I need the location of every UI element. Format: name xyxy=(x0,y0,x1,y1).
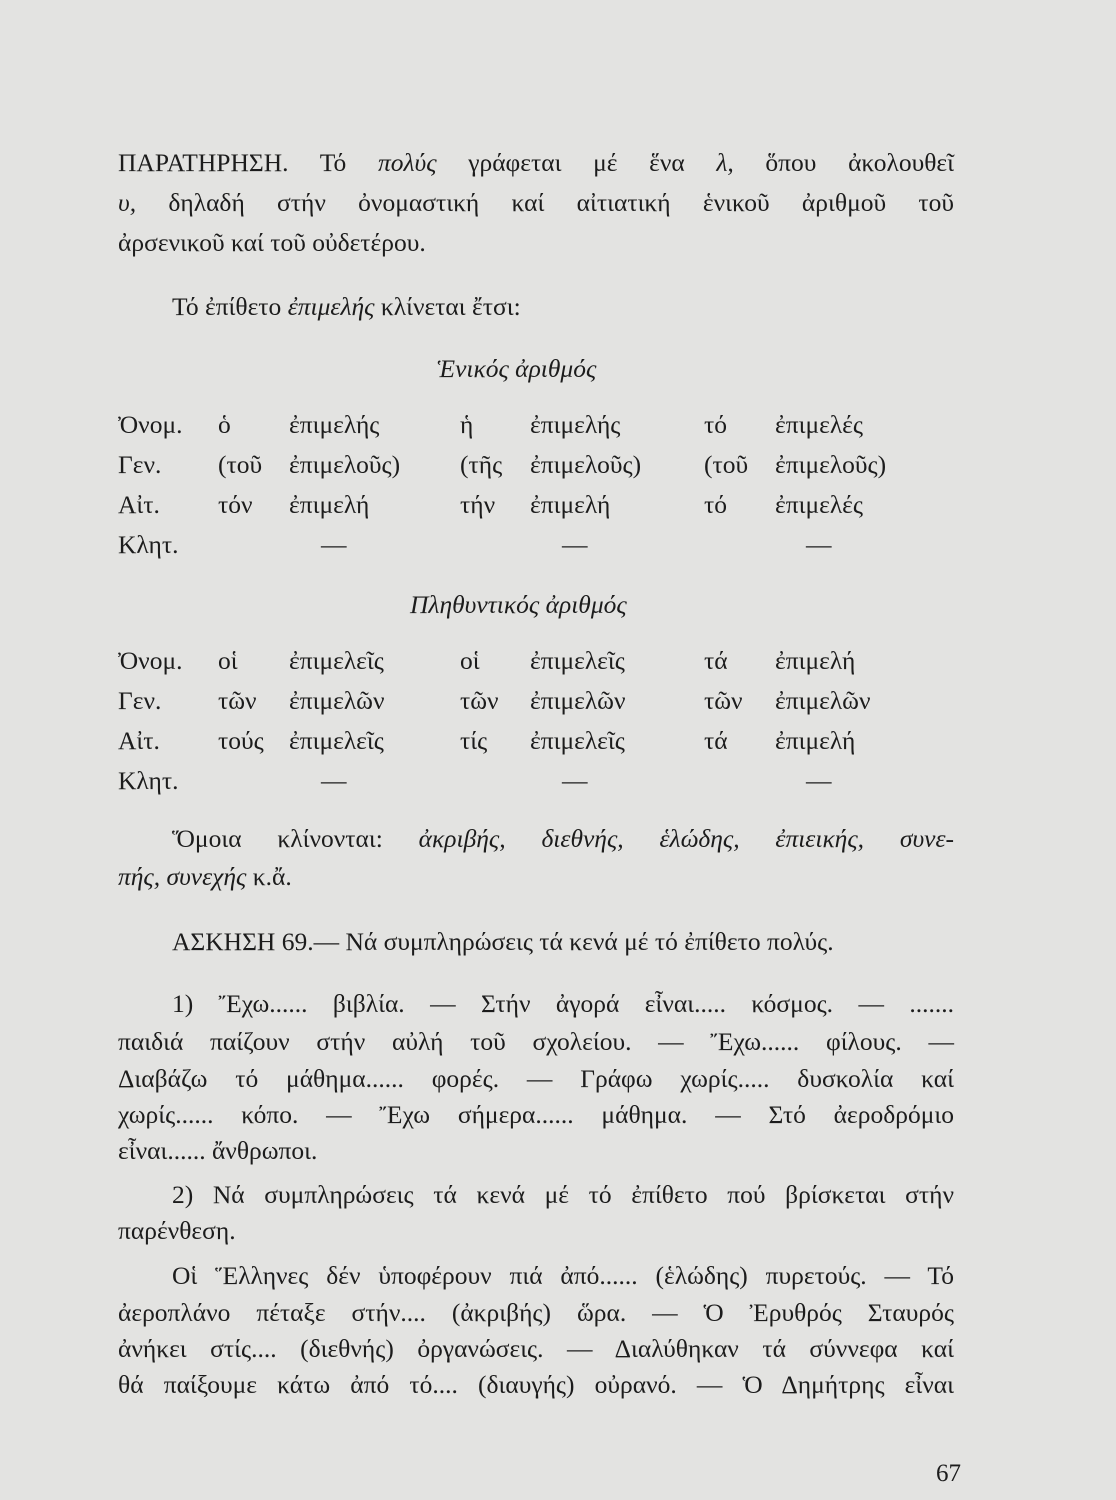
decl-cell-m: ἐπιμελεῖς xyxy=(289,726,384,755)
exercise-p3-line: ἀεροπλάνο πέταξε στήν.... (ἀκριβής) ὥρα. — Ὁ Ἐρυθρός Σταυρός xyxy=(118,1298,954,1327)
decl-cell-n-art: τό xyxy=(704,490,727,519)
decl-cell-f-art: (τῆς xyxy=(460,450,503,479)
decl-cell-f: ἐπιμελεῖς xyxy=(530,646,625,675)
exercise-title: ΑΣΚΗΣΗ 69.— Νά συμπληρώσεις τά κενά μέ τό ἐπίθετο πολύς. xyxy=(172,927,834,956)
decl-cell-case: Αἰτ. xyxy=(118,490,160,519)
page-number: 67 xyxy=(936,1460,961,1487)
decl-cell-f: ἐπιμελῶν xyxy=(530,686,626,715)
decl-cell-f-art: τήν xyxy=(460,490,496,519)
decl-cell-f-art: ἡ xyxy=(460,410,474,439)
exercise-p1-line: Διαβάζω τό μάθημα...... φορές. — Γράφω χωρίς..... δυσκολία καί xyxy=(118,1064,954,1093)
intro-line: Τό ἐπίθετο ἐπιμελής κλίνεται ἔτσι: xyxy=(172,292,521,321)
exercise-p3-line: θά παίξουμε κάτω ἀπό τό.... (διαυγής) οὐρανό. — Ὁ Δημήτρης εἶναι xyxy=(118,1370,954,1399)
decl-cell-f-art: τίς xyxy=(460,726,488,755)
decl-cell-n: ἐπιμελοῦς) xyxy=(775,450,887,479)
decl-cell-m: — xyxy=(321,530,347,559)
decl-cell-m-art: τόν xyxy=(218,490,253,519)
decl-cell-case: Αἰτ. xyxy=(118,726,160,755)
decl-cell-m: ἐπιμελῶν xyxy=(289,686,385,715)
decl-cell-m: ἐπιμελής xyxy=(289,410,380,439)
decl-cell-f: ἐπιμελής xyxy=(530,410,621,439)
decl-cell-n: ἐπιμελές xyxy=(775,490,863,519)
exercise-p3-line: ἀνήκει στίς.... (διεθνής) ὀργανώσεις. — Διαλύθηκαν τά σύννεφα καί xyxy=(118,1334,954,1363)
decl-cell-n-art: τά xyxy=(704,726,728,755)
decl-cell-f: ἐπιμελεῖς xyxy=(530,726,625,755)
decl-cell-n-art: τῶν xyxy=(704,686,743,715)
decl-cell-f: ἐπιμελοῦς) xyxy=(530,450,642,479)
note-line-3: ἀρσενικοῦ καί τοῦ οὐδετέρου. xyxy=(118,228,426,257)
decl-cell-m: ἐπιμελή xyxy=(289,490,370,519)
decl-cell-n: — xyxy=(806,766,832,795)
exercise-p3-line: Οἱ Ἕλληνες δέν ὑποφέρουν πιά ἀπό...... (ἑλώδης) πυρετούς. — Τό xyxy=(172,1261,954,1290)
decl-cell-m: ἐπιμελοῦς) xyxy=(289,450,401,479)
note-label: ΠΑΡΑΤΗΡΗΣΗ. xyxy=(118,148,289,177)
decl-cell-m: ἐπιμελεῖς xyxy=(289,646,384,675)
decl-cell-n-art: (τοῦ xyxy=(704,450,749,479)
decl-cell-m-art: τούς xyxy=(218,726,264,755)
exercise-p1-line: παιδιά παίζουν στήν αὐλή τοῦ σχολείου. — Ἔχω...... φίλους. — xyxy=(118,1027,954,1056)
decl-cell-case: Γεν. xyxy=(118,686,162,715)
exercise-p1-line: 1) Ἔχω...... βιβλία. — Στήν ἀγορά εἶναι..... κόσμος. — ....... xyxy=(172,989,954,1018)
decl-cell-m-art: τῶν xyxy=(218,686,257,715)
similar-line-1: Ὅμοια κλίνονται: ἀκριβής, διεθνής, ἑλώδης, ἐπιεικής, συνε- xyxy=(172,824,954,853)
decl-cell-n: ἐπιμελή xyxy=(775,726,856,755)
decl-cell-n: ἐπιμελή xyxy=(775,646,856,675)
decl-cell-m-art: οἱ xyxy=(218,646,238,675)
decl-cell-f: — xyxy=(562,530,588,559)
note-line-2: υ, δηλαδή στήν ὀνομαστική καί αἰτιατική ἑνικοῦ ἀριθμοῦ τοῦ xyxy=(118,188,954,217)
exercise-p1-line: εἶναι...... ἄνθρωποι. xyxy=(118,1136,318,1165)
decl-cell-n: ἐπιμελῶν xyxy=(775,686,871,715)
decl-cell-m-art: ὁ xyxy=(218,410,231,439)
exercise-p2-line: παρένθεση. xyxy=(118,1216,236,1245)
decl-cell-case: Γεν. xyxy=(118,450,162,479)
singular-heading: Ἑνικός ἀριθμός xyxy=(437,354,597,383)
decl-cell-m-art: (τοῦ xyxy=(218,450,263,479)
exercise-p1-line: χωρίς...... κόπο. — Ἔχω σήμερα...... μάθημα. — Στό ἀεροδρόμιο xyxy=(118,1100,954,1129)
decl-cell-case: Κλητ. xyxy=(118,766,179,795)
decl-cell-n: ἐπιμελές xyxy=(775,410,863,439)
decl-cell-f-art: τῶν xyxy=(460,686,499,715)
plural-heading: Πληθυντικός ἀριθμός xyxy=(410,590,627,619)
note-line-1: ΠΑΡΑΤΗΡΗΣΗ. Τό πολύς γράφεται μέ ἕνα λ, ὅπου ἀκολουθεῖ xyxy=(118,148,954,177)
decl-cell-f: ἐπιμελή xyxy=(530,490,611,519)
decl-cell-case: Κλητ. xyxy=(118,530,179,559)
decl-cell-f-art: οἱ xyxy=(460,646,480,675)
decl-cell-n: — xyxy=(806,530,832,559)
decl-cell-case: Ὀνομ. xyxy=(118,646,183,675)
decl-cell-f: — xyxy=(562,766,588,795)
exercise-p2-line: 2) Νά συμπληρώσεις τά κενά μέ τό ἐπίθετο πού βρίσκεται στήν xyxy=(172,1180,954,1209)
decl-cell-case: Ὀνομ. xyxy=(118,410,183,439)
similar-line-2: πής, συνεχής κ.ἄ. xyxy=(118,862,292,891)
decl-cell-m: — xyxy=(321,766,347,795)
decl-cell-n-art: τό xyxy=(704,410,727,439)
decl-cell-n-art: τά xyxy=(704,646,728,675)
